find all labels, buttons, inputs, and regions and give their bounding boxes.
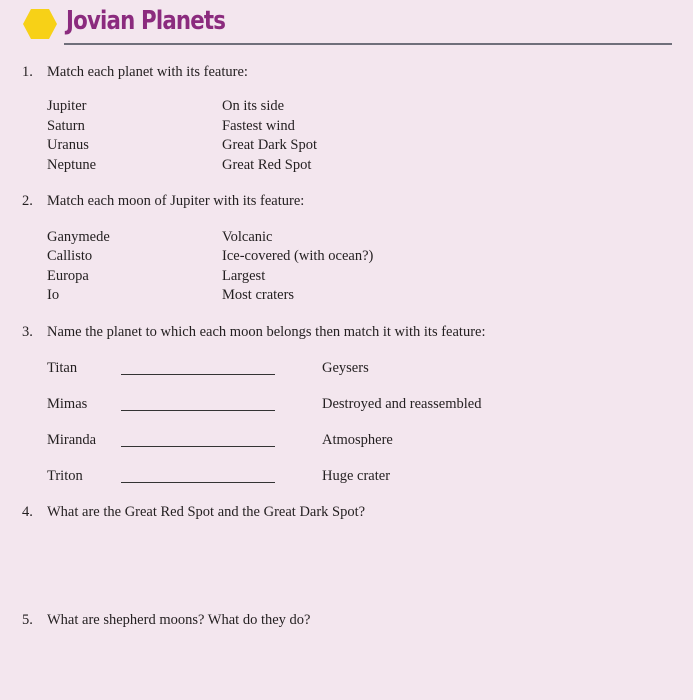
answer-blank [121,446,275,447]
q2-right-item: Volcanic [222,229,273,245]
question-1-text: Match each planet with its feature: [47,64,248,80]
q2-left-item: Europa [47,268,89,284]
q3-moon: Mimas [47,396,88,412]
question-2-text: Match each moon of Jupiter with its feature: [47,193,305,209]
answer-blank [121,482,275,483]
question-3-text: Name the planet to which each moon belongs then match it with its feature: [47,324,486,340]
q3-feature: Destroyed and reassembled [322,396,482,412]
q2-right-item: Most craters [222,287,295,303]
question-1-number: 1. [22,64,33,80]
q3-feature: Atmosphere [322,432,393,448]
q1-left-item: Saturn [47,118,85,134]
q2-left-item: Io [47,287,60,303]
hexagon-icon [22,8,58,40]
answer-blank [121,410,275,411]
question-5-text: What are shepherd moons? What do they do? [47,612,311,628]
question-2-number: 2. [22,193,33,209]
question-3-number: 3. [22,324,33,340]
question-5-number: 5. [22,612,33,628]
q2-left-item: Callisto [47,248,93,264]
q3-moon: Triton [47,468,83,484]
q2-left-item: Ganymede [47,229,110,245]
answer-blank [121,374,275,375]
title-divider [64,43,672,45]
question-4-number: 4. [22,504,33,520]
q1-right-item: Great Dark Spot [222,137,318,153]
question-4-text: What are the Great Red Spot and the Great Dark Spot? [47,504,366,520]
q3-moon: Miranda [47,432,97,448]
q2-right-item: Ice-covered (with ocean?) [222,248,374,264]
q3-feature: Geysers [322,360,369,376]
q1-left-item: Jupiter [47,98,87,114]
q3-moon: Titan [47,360,78,376]
q1-left-item: Uranus [47,137,89,153]
q1-right-item: On its side [222,98,285,114]
q1-right-item: Great Red Spot [222,157,312,173]
page-title: Jovian Planets [66,6,226,36]
q3-feature: Huge crater [322,468,391,484]
q1-right-item: Fastest wind [222,118,295,134]
worksheet-header [0,0,693,48]
q2-right-item: Largest [222,268,266,284]
q1-left-item: Neptune [47,157,97,173]
